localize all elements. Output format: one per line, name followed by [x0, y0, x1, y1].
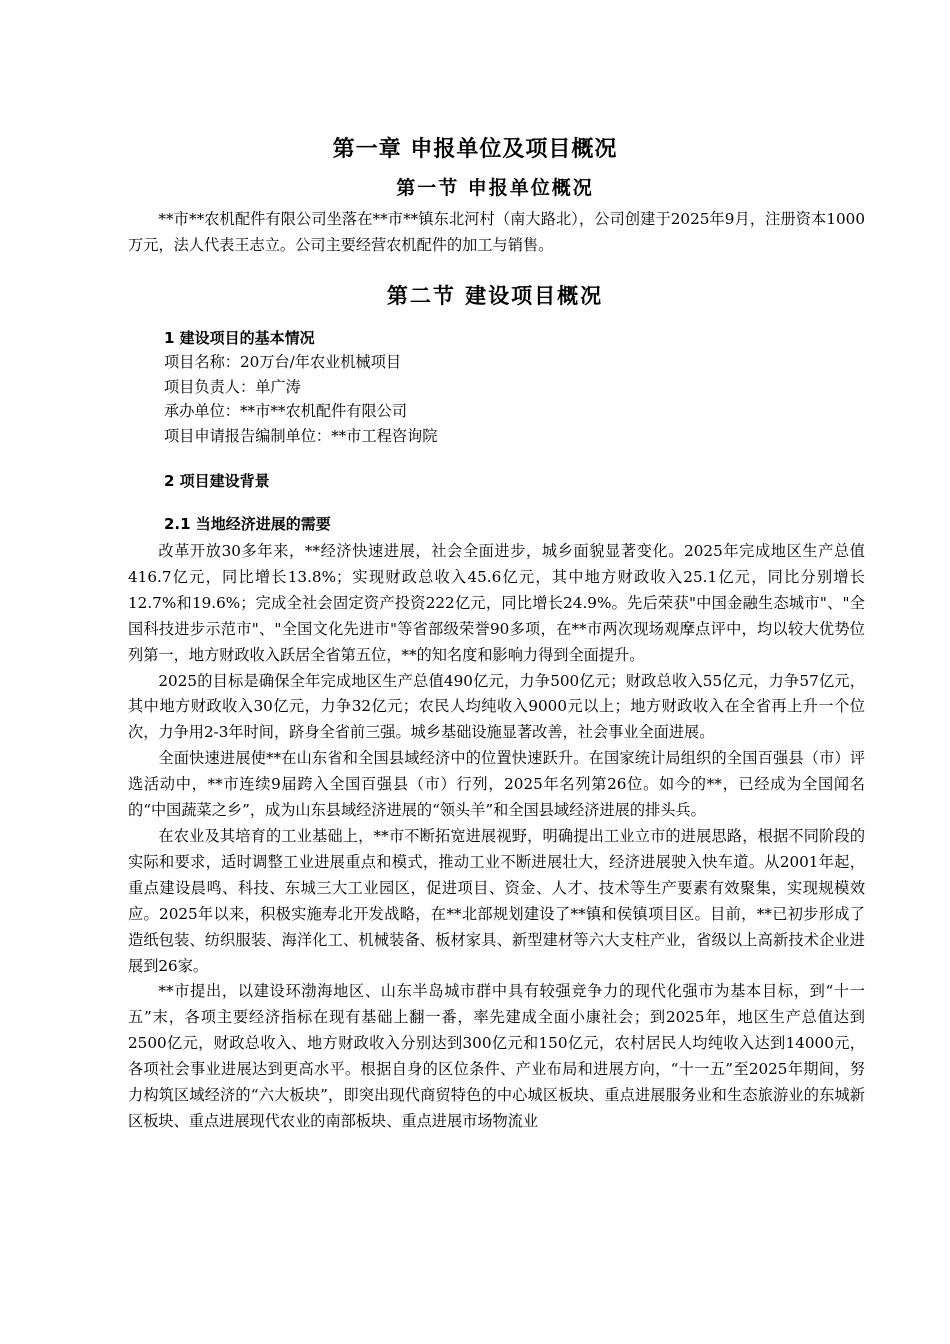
economy-body — [128, 539, 865, 1135]
economy-paragraph-2: 2025的目标是确保全年完成地区生产总值490亿元，力争500亿元；财政总收入55亿元，力争57亿元，其中地方财政收入30亿元，力争32亿元；农民人均纯收入9000元以上；地方财政收入在全省再上升一个位次，力争用2-3年时间，跻身全省前三强。城乡基础设施显著改善，社会事业全面进展。 — [128, 671, 865, 742]
chapter-title: 第一章 申报单位及项目概况 — [332, 137, 618, 162]
economy-paragraph-4: 在农业及其培育的工业基础上，**市不断拓宽进展视野，明确提出工业立市的进展思路，根据不同阶段的实际和要求，适时调整工业进展重点和模式，推动工业不断进展壮大，经济进展驶入快车道。从2001年起，重点建设晨鸣、科技、东城三大工业园区，促进项目、资金、人才、技术等生产要素有效聚集，实现规模效应。2025年以来，积极实施寿北开发战略，在**北部规划建设了**镇和侯镇项目区。目前，**已初步形成了造纸包装、纺织服装、海洋化工、机械装备、板材家具、新型建材等六大支柱产业，省级以上高新技术企业进展到26家。 — [128, 826, 865, 975]
economy-paragraph-5: **市提出，以建设环渤海地区、山东半岛城市群中具有较强竞争力的现代化强市为基本目标，到“十一五”末，各项主要经济指标在现有基础上翻一番，率先建成全面小康社会；到2025年，地区生产总值达到2500亿元，财政总收入、地方财政收入分别达到300亿元和150亿元，农村居民人均纯收入达到14000元，各项社会事业进展达到更高水平。根据自身的区位条件、产业布局和进展方向，“十一五”至2025年期间，努力构筑区域经济的“六大板块”，即突出现代商贸特色的中心城区板块、重点进展服务业和生态旅游业的东城新区板块、重点进展现代农业的南部板块、重点进展市场物流业 — [128, 982, 865, 1130]
section1-paragraph: **市**农机配件有限公司坐落在**市**镇东北河村（南大路北），公司创建于2025年9月，注册资本1000万元，法人代表王志立。公司主要经营农机配件的加工与销售。 — [128, 210, 865, 254]
section1-body — [128, 207, 865, 259]
economy-subheading: 2.1 当地经济进展的需要 — [164, 515, 331, 533]
economy-paragraph-3: 全面快速进展使**在山东省和全国县域经济中的位置快速跃升。在国家统计局组织的全国百强县（市）评选活动中，**市连续9届跨入全国百强县（市）行列，2025年名列第26位。如今的**，已经成为全国闻名的“中国蔬菜之乡”，成为山东县域经济进展的“领头羊”和全国县域经济进展的排头兵。 — [128, 749, 865, 820]
basic-info-heading: 1 建设项目的基本情况 — [164, 329, 315, 347]
section1-title: 第一节 申报单位概况 — [396, 177, 594, 199]
info-line-organizer: 承办单位：**市**农机配件有限公司 — [164, 402, 407, 420]
background-heading: 2 项目建设背景 — [164, 472, 270, 490]
basic-info-list — [164, 350, 437, 448]
economy-paragraph-1: 改革开放30多年来，**经济快速进展，社会全面进步，城乡面貌显著变化。2025年完成地区生产总值416.7亿元，同比增长13.8%；实现财政总收入45.6亿元，其中地方财政收入25.1亿元，同比分别增长12.7%和19.6%；完成全社会固定资产投资222亿元，同比增长24.9%。先后荣获"中国金融生态城市"、"全国科技进步示范市"、"全国文化先进市"等省部级荣誉90多项，在**市两次现场观摩点评中，均以较大优势位列第一，地方财政收入跃居全省第五位，**的知名度和影响力得到全面提升。 — [128, 542, 865, 664]
info-line-report-compiler: 项目申请报告编制单位：**市工程咨询院 — [164, 426, 438, 445]
section2-title: 第二节 建设项目概况 — [386, 284, 604, 308]
info-line-project-leader: 项目负责人：单广涛 — [164, 377, 301, 396]
info-line-project-name: 项目名称：20万台/年农业机械项目 — [164, 353, 402, 371]
